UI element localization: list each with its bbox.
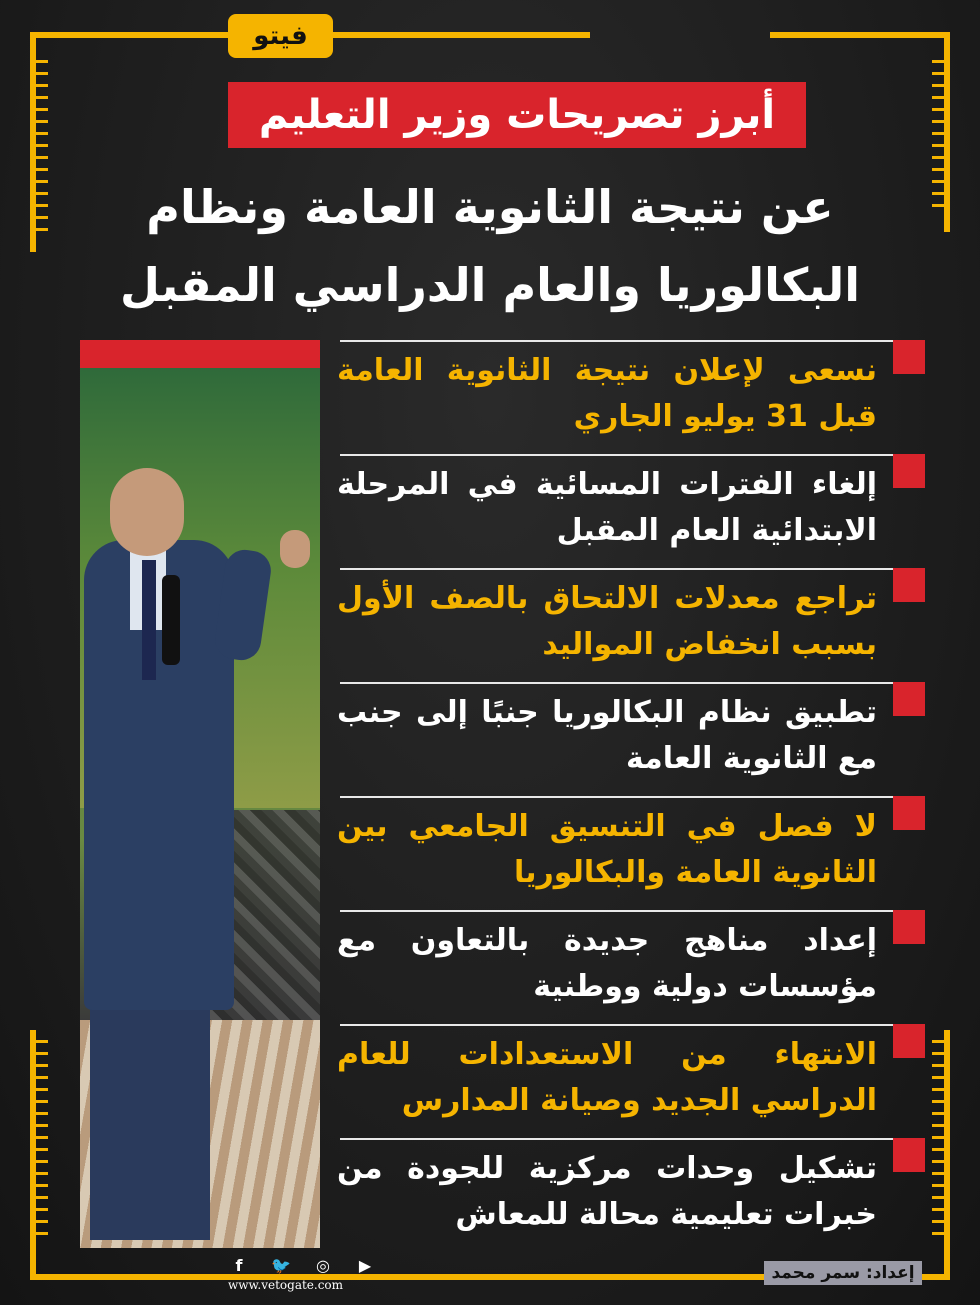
logo-text: فيتو [253,21,308,51]
frame-ticks-right-bottom [932,1040,944,1235]
website-url[interactable]: www.vetogate.com [228,1278,344,1292]
bullet-marker [893,682,925,716]
frame-ticks-left-top [36,60,48,231]
bullet-marker [893,910,925,944]
bullet-marker [893,1138,925,1172]
statement-text: تشكيل وحدات مركزية للجودة من خبرات تعليمية محالة للمعاش [337,1151,877,1232]
statement-item-6 [337,910,925,1014]
statement-item-4 [337,682,925,786]
photo-red-bar [80,340,320,368]
statement-text: الانتهاء من الاستعدادات للعام الدراسي الجديد وصيانة المدارس [337,1037,877,1118]
bullet-marker [893,796,925,830]
credit-text: إعداد: سمر محمد [771,1263,915,1283]
bullet-marker [893,454,925,488]
statement-text: نسعى لإعلان نتيجة الثانوية العامة قبل 31 يوليو الجاري [337,353,877,434]
credit-badge [764,1261,922,1285]
statements-list [337,340,925,1252]
statement-text: إعداد مناهج جديدة بالتعاون مع مؤسسات دولية ووطنية [337,923,877,1004]
social-links [228,1256,376,1275]
frame-ticks-right-top [932,60,944,207]
statement-text: إلغاء الفترات المسائية في المرحلة الابتدائية العام المقبل [337,467,877,548]
bullet-marker [893,340,925,374]
headline: أبرز تصريحات وزير التعليم [258,92,776,138]
youtube-icon[interactable]: ▶ [358,1256,372,1275]
frame-ticks-left-bottom [36,1040,48,1235]
facebook-icon[interactable]: f [235,1256,243,1275]
frame-right-bottom-line [944,1030,950,1280]
statement-text: لا فصل في التنسيق الجامعي بين الثانوية العامة والبكالوريا [337,809,877,890]
headline-box [228,82,806,148]
minister-photo [80,340,320,1248]
frame-right-line [944,32,950,232]
instagram-icon[interactable]: ◎ [316,1256,330,1275]
bullet-marker [893,568,925,602]
statement-item-3 [337,568,925,672]
twitter-icon[interactable]: 🐦 [271,1256,291,1275]
statement-item-7 [337,1024,925,1128]
bullet-marker [893,1024,925,1058]
statement-item-1 [337,340,925,444]
subheadline: عن نتيجة الثانوية العامة ونظام البكالوريا والعام الدراسي المقبل [119,180,861,312]
statement-text: تطبيق نظام البكالوريا جنبًا إلى جنب مع الثانوية العامة [337,695,877,776]
veto-logo [228,14,333,58]
statement-item-5 [337,796,925,900]
statement-text: تراجع معدلات الالتحاق بالصف الأول بسبب انخفاض المواليد [337,581,877,662]
statement-item-2 [337,454,925,558]
statement-item-8 [337,1138,925,1242]
frame-top-right-line [770,32,950,38]
microphone-icon [162,575,180,665]
